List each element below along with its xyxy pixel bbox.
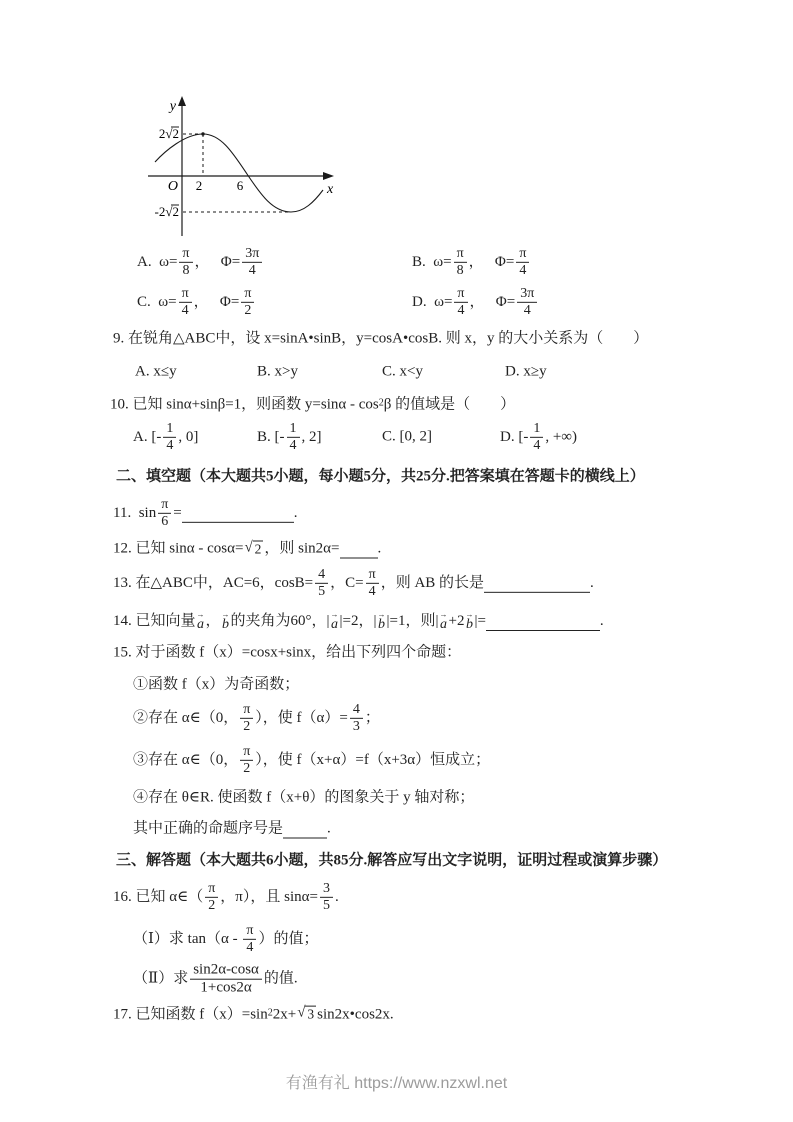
text-run: B. ω= <box>412 253 452 270</box>
fraction-denominator: 4 <box>519 262 527 278</box>
fraction-numerator: 3π <box>517 286 537 303</box>
question-13-text <box>113 567 594 599</box>
fraction <box>205 881 218 913</box>
text-run: ②存在 α∈（0， <box>133 709 239 726</box>
fraction <box>163 421 176 453</box>
text-run: ④存在 θ∈R. 使函数 f（x+θ）的图象关于 y 轴对称； <box>133 789 475 806</box>
fraction <box>350 702 363 734</box>
text-run: A. ω= <box>137 253 178 270</box>
vector-a <box>197 611 205 631</box>
superscript: 2 <box>378 397 384 409</box>
fraction-numerator: 1 <box>287 421 300 438</box>
text-run: 的夹角为60°，| <box>230 612 330 629</box>
text-run: ， Φ= <box>193 293 240 310</box>
text-run: C. x<y <box>382 363 423 380</box>
text-run: 16. 已知 α∈（ <box>113 888 204 905</box>
text-run: C. ω= <box>137 293 177 310</box>
vector-arrow-icon: → <box>465 610 474 619</box>
text-run: β 的值域是（ ） <box>383 396 516 413</box>
text-run: ，C= <box>330 574 364 591</box>
fraction-numerator: π <box>241 286 254 303</box>
vector-letter: a <box>439 617 447 632</box>
text-run: ，π），且 sinα= <box>220 888 318 905</box>
text-run: 13. 在△ABC中，AC=6，cosB= <box>113 574 314 591</box>
fraction <box>243 923 256 955</box>
fraction-denominator: 2 <box>208 897 216 913</box>
text-run: . <box>293 504 298 521</box>
fraction-denominator: 4 <box>246 939 254 955</box>
vector-letter: b <box>465 617 473 632</box>
question-17-text <box>113 1006 394 1025</box>
text-run: C. [0, 2] <box>382 428 432 445</box>
y-min-label: -2√2 <box>154 204 179 219</box>
text-run: ； <box>364 709 380 726</box>
radicand: 2 <box>254 541 262 557</box>
x-axis-label: x <box>327 182 334 197</box>
vector-arrow-icon: → <box>439 610 448 619</box>
footer-watermark: 有渔有礼 https://www.nzxwl.net <box>285 1075 508 1092</box>
answer-blank <box>484 574 590 593</box>
text-run: B. x>y <box>257 363 298 380</box>
y-axis-arrow-icon <box>178 96 186 106</box>
text-run: 14. 已知向量 <box>113 612 196 629</box>
text-run: , 2] <box>301 428 322 445</box>
text-run: |=1，则| <box>386 612 439 629</box>
question-8-option-d <box>412 286 539 318</box>
question-10-option-c <box>382 428 432 447</box>
text-run: （Ⅱ）求 <box>133 970 189 987</box>
fraction-denominator: 4 <box>248 262 256 278</box>
fraction <box>190 962 262 997</box>
text-run: 15. 对于函数 f（x）=cosx+sinx，给出下列四个命题： <box>113 644 462 661</box>
text-run: 12. 已知 sinα - cosα= <box>113 540 244 557</box>
fraction-numerator: π <box>240 702 253 719</box>
vector-a <box>331 611 339 631</box>
vector-a <box>439 611 447 631</box>
text-run: . <box>327 820 331 837</box>
superscript: 2 <box>267 1007 273 1019</box>
vector-b <box>465 611 473 631</box>
question-9-option-c <box>382 363 423 382</box>
question-14-text <box>113 611 604 631</box>
question-10-option-b <box>257 421 322 453</box>
fraction-numerator: π <box>240 744 253 761</box>
text-run: sin2x•cos2x. <box>317 1006 394 1023</box>
answer-blank <box>283 820 327 839</box>
fraction-numerator: π <box>179 286 192 303</box>
text-run: ， <box>205 612 221 629</box>
fraction-numerator: π <box>179 246 192 263</box>
text-run: . <box>334 888 339 905</box>
question-9-option-a <box>135 363 177 382</box>
radical-sign: √ <box>244 539 253 556</box>
text-run: 的值. <box>263 970 298 987</box>
fraction-numerator: π <box>205 881 218 898</box>
fraction <box>320 881 333 913</box>
text-run: ①函数 f（x）为奇函数； <box>133 676 300 693</box>
fraction-denominator: 4 <box>533 437 541 453</box>
fraction <box>179 286 192 318</box>
text-run: ，则 sin2α= <box>264 540 340 557</box>
tick-6-label: 6 <box>236 178 244 193</box>
text-run: , +∞) <box>545 428 577 445</box>
fraction-denominator: 2 <box>243 760 251 776</box>
fraction-numerator: 3π <box>242 246 262 263</box>
sine-curve <box>155 134 323 212</box>
question-10-text <box>110 396 515 415</box>
question-15-prop-4 <box>133 789 474 808</box>
vector-b <box>378 611 386 631</box>
vector-b <box>222 611 230 631</box>
fraction-numerator: 1 <box>530 421 543 438</box>
question-9-option-d <box>505 363 547 382</box>
text-run: 11. sin <box>113 504 157 521</box>
text-run: ），使 f（x+α）=f（x+3α）恒成立； <box>255 751 491 768</box>
text-run: |=2，| <box>339 612 377 629</box>
vector-letter: a <box>331 617 339 632</box>
fraction <box>366 567 379 599</box>
text-run: ， Φ= <box>468 253 515 270</box>
text-run: , 0] <box>178 428 199 445</box>
y-axis-label: y <box>169 99 176 114</box>
fraction-numerator: sin2α-cosα <box>190 962 262 980</box>
text-run: . <box>599 612 604 629</box>
text-run: A. [- <box>133 428 162 445</box>
fraction-denominator: 2 <box>243 718 251 734</box>
fraction-denominator: 6 <box>161 513 169 529</box>
y-max-label: 2√2 <box>158 126 179 141</box>
text-run: ），使 f（α）= <box>255 709 348 726</box>
fraction <box>240 702 253 734</box>
radical <box>297 1006 316 1024</box>
fraction-denominator: 4 <box>181 302 189 318</box>
question-8-option-b <box>412 246 531 278</box>
text-run: D. ω= <box>412 293 453 310</box>
question-16-text <box>113 881 339 913</box>
vector-letter: a <box>197 617 205 632</box>
text-run: 二、填空题（本大题共5小题，每小题5分，共25分.把答案填在答题卡的横线上） <box>116 468 645 485</box>
text-run: = <box>173 504 182 521</box>
fraction-denominator: 8 <box>182 262 190 278</box>
question-15-prop-2 <box>133 702 380 734</box>
text-run: . <box>590 574 594 591</box>
question-10-option-d <box>500 421 577 453</box>
question-12-text <box>113 540 381 559</box>
text-run: A. x≤y <box>135 363 177 380</box>
question-9-option-b <box>257 363 298 382</box>
text-run: 其中正确的命题序号是 <box>133 820 284 837</box>
question-15-answer-line <box>133 820 331 839</box>
fraction-denominator: 5 <box>318 583 326 599</box>
fraction <box>516 246 529 278</box>
answer-blank <box>486 612 600 631</box>
vector-arrow-icon: → <box>221 610 230 619</box>
fraction-numerator: π <box>454 286 467 303</box>
fraction-numerator: π <box>454 246 467 263</box>
question-8-option-c <box>137 286 256 318</box>
fraction <box>530 421 543 453</box>
origin-label: O <box>167 179 178 194</box>
text-run: ，则 AB 的长是 <box>380 574 485 591</box>
text-run: ③存在 α∈（0， <box>133 751 239 768</box>
text-run: D. x≥y <box>505 363 547 380</box>
tick-2-label: 2 <box>195 178 203 193</box>
text-run: |= <box>474 612 486 629</box>
fraction-denominator: 4 <box>368 583 376 599</box>
fraction-numerator: π <box>158 497 171 514</box>
question-15-text <box>113 644 461 663</box>
fraction <box>454 286 467 318</box>
text-run: B. [- <box>257 428 285 445</box>
fraction-denominator: 3 <box>352 718 360 734</box>
text-run: 2x+ <box>272 1006 297 1023</box>
fraction <box>240 744 253 776</box>
text-run: 17. 已知函数 f（x）=sin <box>113 1006 268 1023</box>
text-run: D. [- <box>500 428 529 445</box>
radical <box>244 540 263 558</box>
fraction <box>179 246 192 278</box>
fraction-denominator: 4 <box>166 437 174 453</box>
fraction-denominator: 4 <box>289 437 297 453</box>
vector-arrow-icon: → <box>196 610 205 619</box>
fraction <box>517 286 537 318</box>
fraction-numerator: 4 <box>315 567 328 584</box>
fraction-numerator: 3 <box>320 881 333 898</box>
text-run: ）的值； <box>258 930 319 947</box>
fraction <box>242 246 262 278</box>
fraction-numerator: 4 <box>350 702 363 719</box>
fraction <box>287 421 300 453</box>
text-run: （Ⅰ）求 tan（α - <box>133 930 242 947</box>
fraction-denominator: 2 <box>244 302 252 318</box>
fraction <box>158 497 171 529</box>
section-3-header <box>116 852 667 871</box>
question-9-text <box>113 330 648 349</box>
vector-letter: b <box>378 617 386 632</box>
peak-point <box>201 132 204 135</box>
radical-sign: √ <box>297 1005 306 1022</box>
fraction-numerator: π <box>243 923 256 940</box>
text-run: 9. 在锐角△ABC中，设 x=sinA•sinB，y=cosA•cosB. 则 x，y 的大小关系为（ ） <box>113 330 649 347</box>
fraction <box>241 286 254 318</box>
section-2-header <box>116 468 645 487</box>
text-run: 三、解答题（本大题共6小题，共85分.解答应写出文字说明，证明过程或演算步骤） <box>116 852 668 869</box>
answer-blank <box>340 540 378 559</box>
fraction-denominator: 1+cos2α <box>200 979 252 996</box>
question-15-prop-1 <box>133 676 299 695</box>
text-run: . <box>377 540 382 557</box>
question-11-text <box>113 497 298 529</box>
question-16-part-1 <box>133 923 318 955</box>
question-16-part-2 <box>133 962 298 997</box>
fraction <box>454 246 467 278</box>
question-15-prop-3 <box>133 744 490 776</box>
fraction-numerator: π <box>516 246 529 263</box>
question-10-option-a <box>133 421 198 453</box>
fraction <box>315 567 328 599</box>
vector-arrow-icon: → <box>330 610 339 619</box>
fraction-numerator: 1 <box>163 421 176 438</box>
text-run: ， Φ= <box>194 253 241 270</box>
text-run: +2 <box>448 612 465 629</box>
function-graph <box>140 90 345 242</box>
fraction-numerator: π <box>366 567 379 584</box>
text-run: ， Φ= <box>469 293 516 310</box>
radicand: 3 <box>307 1007 315 1023</box>
fraction-denominator: 5 <box>322 897 330 913</box>
vector-letter: b <box>222 617 230 632</box>
vector-arrow-icon: → <box>377 610 386 619</box>
fraction-denominator: 4 <box>523 302 531 318</box>
text-run: 10. 已知 sinα+sinβ=1，则函数 y=sinα - cos <box>110 396 379 413</box>
fraction-denominator: 8 <box>456 262 464 278</box>
x-axis-arrow-icon <box>323 172 334 180</box>
question-8-option-a <box>137 246 264 278</box>
fraction-denominator: 4 <box>457 302 465 318</box>
answer-blank <box>182 504 294 523</box>
